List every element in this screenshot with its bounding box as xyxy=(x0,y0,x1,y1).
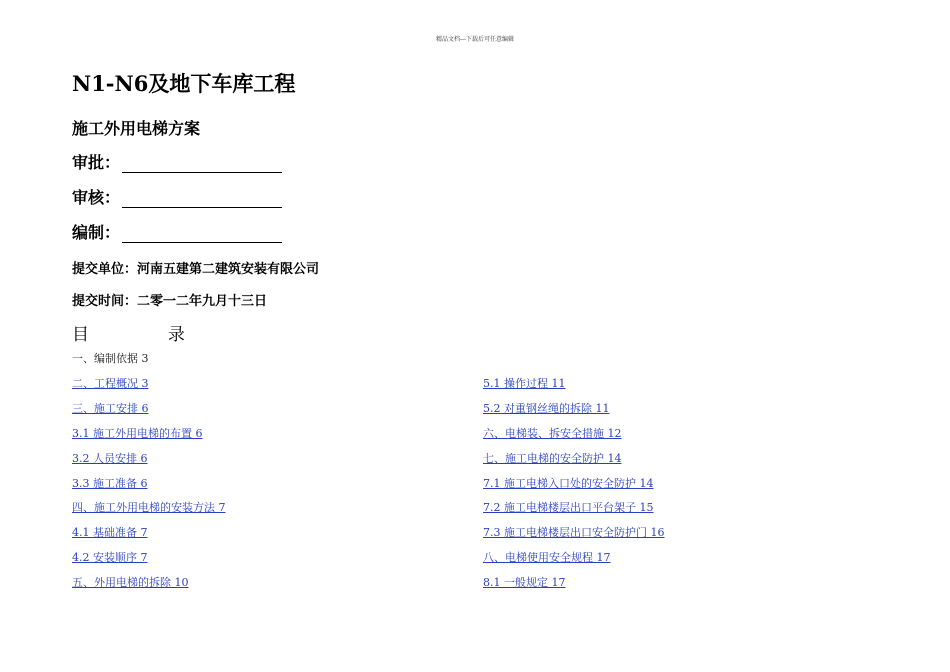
toc-link[interactable]: 4.1 基础准备 7 xyxy=(72,526,148,539)
approve-signature-line xyxy=(122,154,282,173)
toc-link[interactable]: 7.3 施工电梯楼层出口安全防护门 16 xyxy=(483,526,665,539)
toc-title xyxy=(72,320,185,345)
submit-time: 提交时间：二零一二年九月十三日 xyxy=(72,294,268,309)
document-title: N1-N6及地下车库工程 xyxy=(72,71,296,96)
toc-link[interactable]: 四、施工外用电梯的安装方法 7 xyxy=(72,501,226,514)
toc-link[interactable]: 五、外用电梯的拆除 10 xyxy=(72,576,189,589)
toc-link[interactable]: 3.2 人员安排 6 xyxy=(72,452,148,465)
toc-link[interactable]: 二、工程概况 3 xyxy=(72,377,149,390)
toc-link[interactable]: 八、电梯使用安全规程 17 xyxy=(483,551,611,564)
review-label: 审核： xyxy=(72,188,121,207)
approve-row xyxy=(72,150,282,173)
toc-link[interactable]: 三、施工安排 6 xyxy=(72,402,149,415)
review-signature-line xyxy=(122,189,282,208)
toc-link[interactable]: 4.2 安装顺序 7 xyxy=(72,551,148,564)
toc-link[interactable]: 7.1 施工电梯入口处的安全防护 14 xyxy=(483,477,654,490)
compile-label: 编制： xyxy=(72,223,121,242)
toc-link[interactable]: 8.1 一般规定 17 xyxy=(483,576,566,589)
document-subtitle: 施工外用电梯方案 xyxy=(72,119,201,138)
compile-row xyxy=(72,220,282,243)
toc-link[interactable]: 7.2 施工电梯楼层出口平台架子 15 xyxy=(483,501,654,514)
compile-signature-line xyxy=(122,224,282,243)
review-row xyxy=(72,185,282,208)
toc-link[interactable]: 七、施工电梯的安全防护 14 xyxy=(483,452,622,465)
toc-link[interactable]: 六、电梯装、拆安全措施 12 xyxy=(483,427,622,440)
toc-title-left: 目 xyxy=(72,325,89,345)
header-note: 精品文档---下载后可任意编辑 xyxy=(435,36,515,43)
toc-link[interactable]: 3.3 施工准备 6 xyxy=(72,477,148,490)
toc-link[interactable]: 5.1 操作过程 11 xyxy=(483,377,566,390)
toc-title-right: 录 xyxy=(167,325,185,345)
submit-unit: 提交单位：河南五建第二建筑安装有限公司 xyxy=(72,262,320,277)
approve-label: 审批： xyxy=(72,153,121,172)
toc-link[interactable]: 5.2 对重钢丝绳的拆除 11 xyxy=(483,402,610,415)
toc-link[interactable]: 3.1 施工外用电梯的布置 6 xyxy=(72,427,203,440)
toc-item-basis: 一、编制依据 3 xyxy=(72,352,149,365)
